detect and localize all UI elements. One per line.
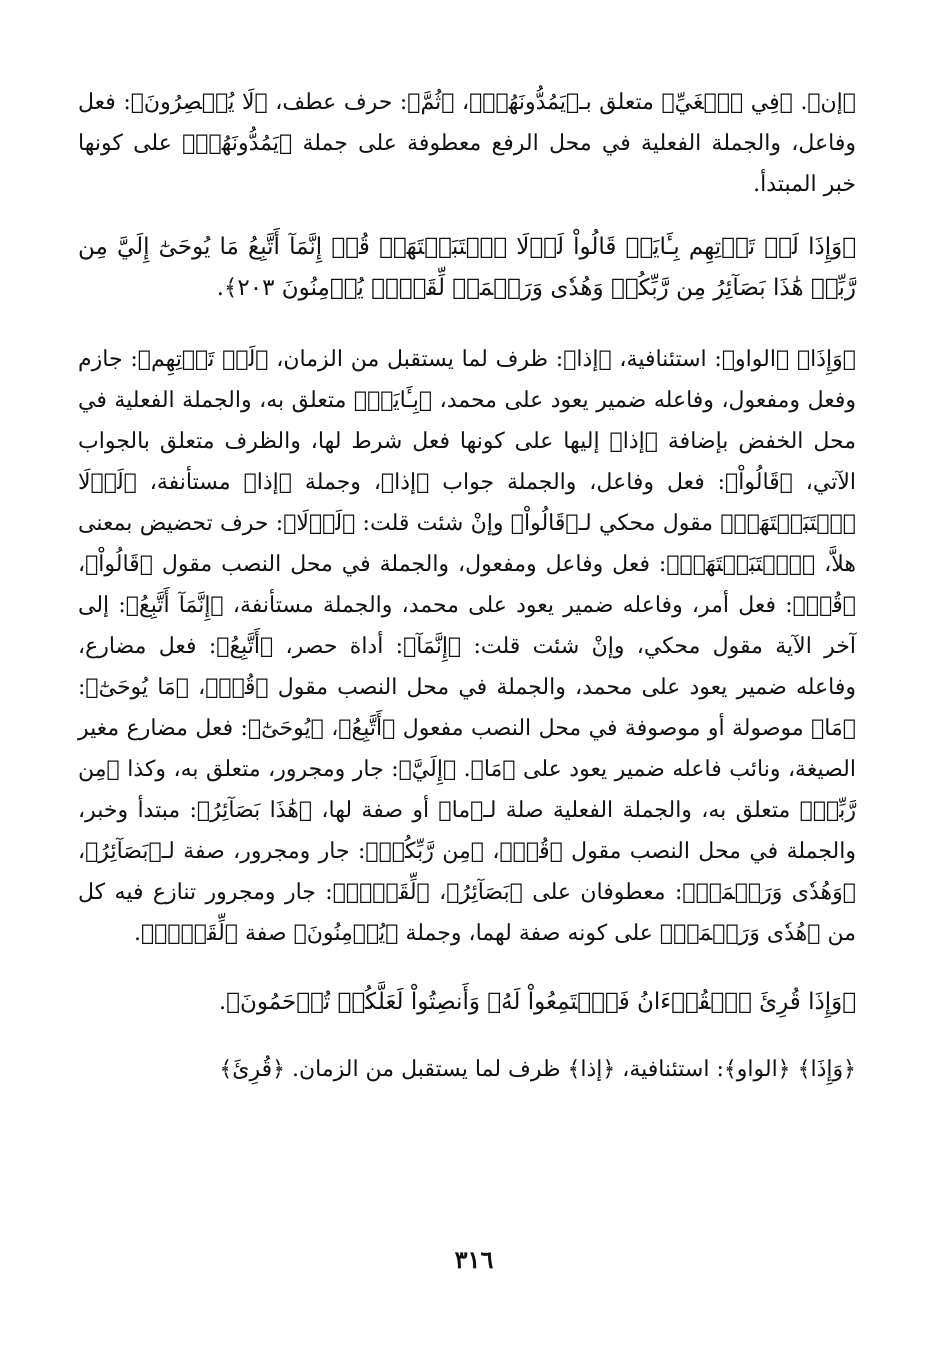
- commentary-paragraph-1: ﴿إن﴾. ﴿فِي ٱلۡغَيِّ﴾ متعلق بـ﴿يَمُدُّونَهُمۡ﴾، ﴿ثُمَّ﴾: حرف عطف، ﴿لَا يُقۡصِرُونَ﴾: فعل وفاعل، والجملة الفعلية في محل الرفع معطوفة على جملة ﴿يَمُدُّونَهُمۡ﴾ على كونها خبر المبتدأ.: [78, 90, 856, 197]
- commentary-paragraph-3: ﴿وَإِذَا﴾ ﴿الواو﴾: استئنافية، ﴿إذا﴾ ظرف لما يستقبل من الزمان. ﴿قُرِئَ﴾: [219, 1057, 856, 1082]
- page-number: ٣١٦: [454, 1245, 494, 1274]
- quran-verse-204: ﴿وَإِذَا قُرِئَ ٱلۡقُرۡءَانُ فَٱسۡتَمِعُواْ لَهُۥ وَأَنصِتُواْ لَعَلَّكُمۡ تُرۡحَمُونَ﴾.: [218, 989, 856, 1015]
- book-page: [78, 82, 856, 1324]
- quran-verse-203: ﴿وَإِذَا لَمۡ تَأۡتِهِم بِـَٔايَةٖ قَالُواْ لَوۡلَا ٱجۡتَبَيۡتَهَاۚ قُلۡ إِنَّمَآ أَتَّبِعُ مَا يُوحَىٰٓ إِلَيَّ مِن رَّبِّيۚ هَٰذَا بَصَآئِرُ مِن رَّبِّكُمۡ وَهُدٗى وَرَحۡمَةٞ لِّقَوۡمٖ يُؤۡمِنُونَ ٢٠٣﴾.: [78, 234, 856, 301]
- commentary-paragraph-2: ﴿وَإِذَا﴾ ﴿الواو﴾: استئنافية، ﴿إذا﴾: ظرف لما يستقبل من الزمان، ﴿لَمۡ تَأۡتِهِم﴾: جازم وفعل ومفعول، وفاعله ضمير يعود على محمد، ﴿بِـَٔايَةٖ﴾ متعلق به، والجملة الفعلية في محل الخفض بإضافة ﴿إذا﴾ إليها على كونها فعل شرط لها، والظرف متعلق بالجواب الآتي، ﴿قَالُواْ﴾: فعل وفاعل، والجملة جواب ﴿إذا﴾، وجملة ﴿إذا﴾ مستأنفة، ﴿لَوۡلَا ٱجۡتَبَيۡتَهَاۚ﴾ مقول محكي لـ﴿قَالُواْ﴾ وإنْ شئت قلت: ﴿لَوۡلَا﴾: حرف تحضيض بمعنى هلاَّ، ﴿ٱجۡتَبَيۡتَهَاۚ﴾: فعل وفاعل ومفعول، والجملة في محل النصب مقول ﴿قَالُواْ﴾، ﴿قُلۡ﴾: فعل أمر، وفاعله ضمير يعود على محمد، والجملة مستأنفة، ﴿إِنَّمَآ أَتَّبِعُ﴾: إلى آخر الآية مقول محكي، وإنْ شئت قلت: ﴿إِنَّمَآ﴾: أداة حصر، ﴿أَتَّبِعُ﴾: فعل مضارع، وفاعله ضمير يعود على محمد، والجملة في محل النصب مقول ﴿قُلۡ﴾، ﴿مَا يُوحَىٰٓ﴾: ﴿مَا﴾ موصولة أو موصوفة في محل النصب مفعول ﴿أَتَّبِعُ﴾، ﴿يُوحَىٰٓ﴾: فعل مضارع مغير الصيغة، ونائب فاعله ضمير يعود على ﴿مَا﴾. ﴿إِلَيَّ﴾: جار ومجرور، متعلق به، وكذا ﴿مِن رَّبِّيۚ﴾ متعلق به، والجملة الفعلية صلة لـ﴿ما﴾ أو صفة لها، ﴿هَٰذَا بَصَآئِرُ﴾: مبتدأ وخبر، والجملة في محل النصب مقول ﴿قُلۡ﴾، ﴿مِن رَّبِّكُمۡ﴾: جار ومجرور، صفة لـ﴿بَصَآئِرُ﴾، ﴿وَهُدٗى وَرَحۡمَةٞ﴾: معطوفان على ﴿بَصَآئِرُ﴾، ﴿لِّقَوۡمٖ﴾: جار ومجرور تنازع فيه كل من ﴿هُدٗى وَرَحۡمَةٞ﴾ على كونه صفة لهما، وجملة ﴿يُؤۡمِنُونَ﴾ صفة ﴿لِّقَوۡمٖ﴾.: [78, 347, 857, 946]
